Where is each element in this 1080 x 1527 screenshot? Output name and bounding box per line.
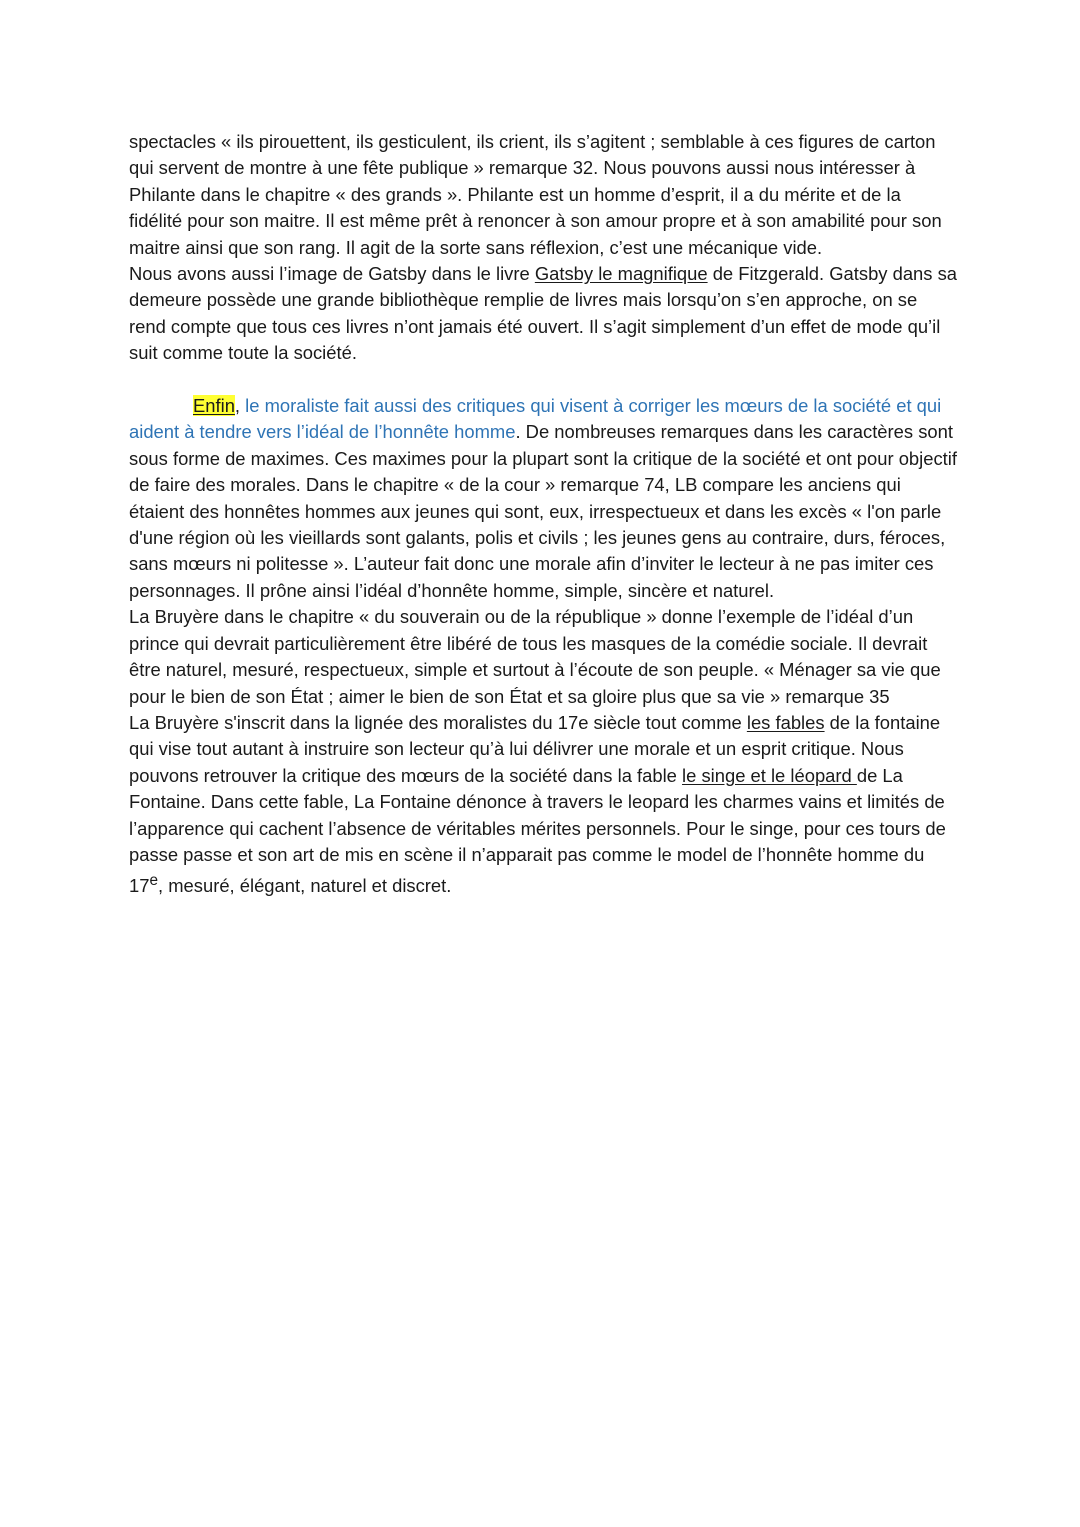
title-le-singe-et-le-leopard: le singe et le léopard bbox=[682, 764, 857, 786]
thesis-sentence: le moraliste fait aussi des critiques qui visent à corriger les mœurs de la société et qui aident à tendre vers l’idéal de l’honnête homme bbox=[129, 395, 942, 443]
text-run: de la fontaine qui vise tout autant à instruire son lecteur qu’à lui délivrer une morale et un esprit critique. Nous pouvons retrouver la critique des mœurs de la société dans la fable bbox=[129, 711, 941, 786]
text-run: , mesuré, élégant, naturel et discret. bbox=[158, 875, 452, 897]
paragraph-spacer bbox=[129, 367, 959, 393]
text-run: , bbox=[234, 395, 241, 417]
paragraph-gatsby bbox=[129, 261, 959, 367]
text-run: . De nombreuses remarques dans les caractères sont sous forme de maximes. Ces maximes pour la plupart sont la critique de la société et ont pour objectif de faire des morales. Dans le chapitre « de la cour » remarque 74, LB compare les anciens qui étaient des honnêtes hommes aux jeunes qui sont, eux, irrespectueux et dans les excès « l'on parle d'une région où les vieillards sont galants, polis et civils ; les jeunes gens au contraire, durs, féroces, sans mœurs ni politesse ». L’auteur fait donc une morale afin d’inviter le lecteur à ne pas imiter ces personnages. Il prône ainsi l’idéal d’honnête homme, simple, sincère et naturel. bbox=[129, 421, 957, 601]
paragraph-la-fontaine bbox=[129, 710, 959, 900]
paragraph-souverain bbox=[129, 604, 959, 710]
paragraph-philante bbox=[129, 129, 959, 261]
text-run: La Bruyère s'inscrit dans la lignée des moralistes du 17e siècle tout comme bbox=[129, 711, 747, 733]
superscript-e: e bbox=[149, 872, 158, 890]
paragraph-text: La Bruyère dans le chapitre « du souverain ou de la république » donne l’exemple de l’idéal d’un prince qui devrait particulièrement être libéré de tous les masques de la comédie sociale. Il devrait être naturel, mesuré, respectueux, simple et surtout à l’écoute de son peuple. « Ménager sa vie que pour le bien de son État ; aimer le bien de son État et sa gloire plus que sa vie » remarque 35 bbox=[129, 606, 941, 707]
paragraph-text: spectacles « ils pirouettent, ils gesticulent, ils crient, ils s’agitent ; semblable à ces figures de carton qui servent de montre à une fête publique » remarque 32. Nous pouvons aussi nous intéresser à Philante dans le chapitre « des grands ». Philante est un homme d’esprit, il a du mérite et de la fidélité pour son maitre. Il est même prêt à renoncer à son amour propre et à son amabilité pour son maitre ainsi que son rang. Il agit de la sorte sans réflexion, c’est une mécanique vide. bbox=[129, 131, 942, 258]
highlighted-connector: Enfin bbox=[193, 395, 235, 417]
document-page bbox=[129, 129, 959, 900]
paragraph-enfin bbox=[129, 393, 959, 604]
book-title-gatsby: Gatsby le magnifique bbox=[534, 263, 708, 285]
title-les-fables: les fables bbox=[746, 711, 825, 733]
text-run: de Fitzgerald. Gatsby dans sa demeure possède une grande bibliothèque remplie de livres mais lorsqu’on s’en approche, on se rend compte que tous ces livres n’ont jamais été ouvert. Il s’agit simplement d’un effet de mode qu’il suit comme toute la société. bbox=[129, 263, 958, 364]
text-run: de La Fontaine. Dans cette fable, La Fontaine dénonce à travers le leopard les charmes vains et limités de l’apparence qui cachent l’absence de véritables mérites personnels. Pour le singe, pour ces tours de passe passe et son art de mis en scène il n’apparait pas comme le model de l’honnête homme du 17 bbox=[129, 764, 946, 897]
text-run: Nous avons aussi l’image de Gatsby dans le livre bbox=[129, 263, 535, 285]
